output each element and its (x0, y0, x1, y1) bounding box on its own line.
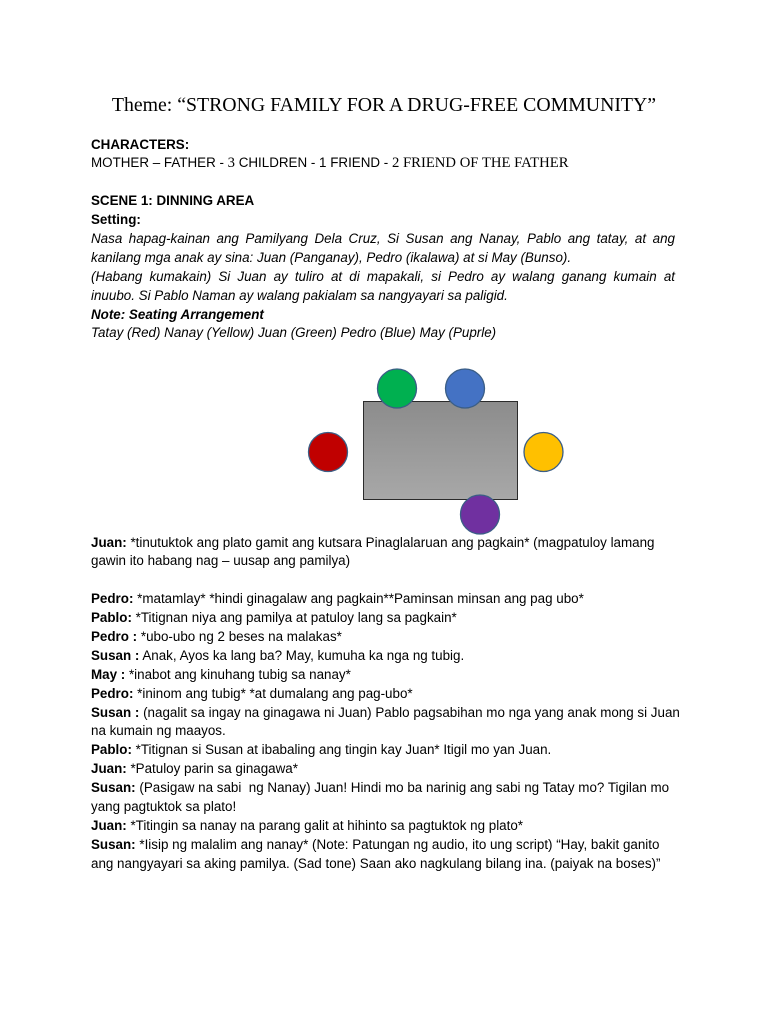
dialogue-text: *ininom ang tubig* *at dumalang ang pag-ubo* (133, 685, 413, 701)
dialogue-line (91, 817, 691, 836)
dialogue-line (91, 836, 691, 855)
speaker-name: Pablo: (91, 742, 132, 758)
dialogue-text: Anak, Ayos ka lang ba? May, kumuha ka nga ng tubig. (139, 647, 465, 663)
speaker-name: Susan: (91, 780, 136, 796)
dialogue-text-continued: ang nangyayari sa aking pamilya. (Sad tone) Saan ako nagkulang bilang ina. (paiyak na boses)” (91, 855, 661, 871)
dialogue-line (91, 779, 691, 798)
dialogue-line (91, 609, 691, 628)
speaker-name: Pedro: (91, 685, 134, 701)
dialogue-text: *tinutuktok ang plato gamit ang kutsara Pinaglalaruan ang pagkain* (magpatuloy lamang (126, 534, 655, 550)
dialogue-text: *Patuloy parin sa ginagawa* (126, 761, 298, 777)
setting-label: Setting: (91, 212, 141, 228)
setting-paragraph-line: kanilang mga anak ay sina: Juan (Panganay), Pedro (ikalawa) at si May (Bunso). (91, 249, 572, 265)
dialogue-line (91, 666, 691, 685)
speaker-name: Susan : (91, 704, 140, 720)
dialogue-line (91, 760, 691, 779)
dialogue-line (91, 590, 691, 609)
dialogue-section (91, 534, 691, 874)
setting-paragraph-line: inuubo. Si Pablo Naman ay walang pakialam sa nangyayari sa paligid. (91, 287, 508, 303)
dialogue-text-continued: gawin ito habang nag – uusap ang pamilya) (91, 553, 351, 569)
dialogue-line (91, 685, 691, 704)
dialogue-text: (nagalit sa ingay na ginagawa ni Juan) Pablo pagsabihan mo nga yang anak mong si Juan (139, 704, 680, 720)
dialogue-text: *matamlay* *hindi ginagalaw ang pagkain**Paminsan minsan ang pag ubo* (133, 591, 584, 607)
characters-heading: CHARACTERS: (91, 136, 190, 152)
speaker-name: Susan : (91, 647, 140, 663)
seat-circle-purple (461, 495, 500, 534)
dialogue-line (91, 704, 691, 723)
blank-line (91, 571, 691, 590)
dialogue-text: (Pasigaw na sabi ng Nanay) Juan! Hindi mo ba narinig ang sabi ng Tatay mo? Tigilan mo (135, 780, 670, 796)
scene-heading: SCENE 1: DINNING AREA (91, 193, 255, 209)
dialogue-text: *Titignan niya ang pamilya at patuloy lang sa pagkain* (131, 610, 457, 626)
characters-list (91, 154, 675, 173)
seating-arrangement-text: Tatay (Red) Nanay (Yellow) Juan (Green) Pedro (Blue) May (Puprle) (91, 325, 497, 341)
speaker-name: Juan: (91, 817, 127, 833)
speaker-name: Pedro: (91, 591, 134, 607)
dialogue-line (91, 741, 691, 760)
characters-list-part: 2 FRIEND OF THE FATHER (391, 155, 569, 172)
dialogue-line (91, 534, 691, 553)
seating-note-label: Note: Seating Arrangement (91, 306, 264, 322)
seat-circle-red (309, 433, 348, 472)
seating-arrangement-diagram (300, 360, 570, 540)
characters-list-part: MOTHER – FATHER - (91, 155, 228, 171)
blank-line (91, 173, 675, 192)
speaker-name: Susan: (91, 836, 136, 852)
dialogue-text: *Titignan si Susan at ibabaling ang tingin kay Juan* Itigil mo yan Juan. (131, 742, 552, 758)
dialogue-text: *Titingin sa nanay na parang galit at hihinto sa pagtuktok ng plato* (126, 817, 524, 833)
characters-list-part: CHILDREN - 1 FRIEND - (234, 155, 392, 171)
dialogue-text-continued: yang pagtuktok sa plato! (91, 798, 237, 814)
dialogue-line (91, 628, 691, 647)
dialogue-line (91, 647, 691, 666)
dialogue-text: *ubo-ubo ng 2 beses na malakas* (137, 628, 342, 644)
seat-circle-blue (446, 369, 485, 408)
document-title: Theme: “STRONG FAMILY FOR A DRUG-FREE COMMUNITY” (111, 94, 657, 116)
speaker-name: Juan: (91, 761, 127, 777)
dining-table (364, 402, 518, 500)
speaker-name: Pablo: (91, 610, 132, 626)
dialogue-text: *inabot ang kinuhang tubig sa nanay* (125, 666, 351, 682)
setting-paragraph-line: (Habang kumakain) Si Juan ay tuliro at di mapakali, si Pedro ay walang ganang kumain at (91, 268, 675, 284)
setting-paragraph-line: Nasa hapag-kainan ang Pamilyang Dela Cruz, Si Susan ang Nanay, Pablo ang tatay, at ang (91, 230, 675, 246)
dialogue-text-continued: na kumain ng maayos. (91, 723, 226, 739)
dialogue-text: *Iisip ng malalim ang nanay* (Note: Patungan ng audio, ito ung script) “Hay, bakit ganito (135, 836, 660, 852)
characters-list-part: 3 (227, 155, 235, 172)
speaker-name: May : (91, 666, 126, 682)
speaker-name: Juan: (91, 534, 127, 550)
intro-section (91, 136, 675, 344)
seat-circle-green (378, 369, 417, 408)
speaker-name: Pedro : (91, 628, 138, 644)
seat-circle-yellow (524, 433, 563, 472)
